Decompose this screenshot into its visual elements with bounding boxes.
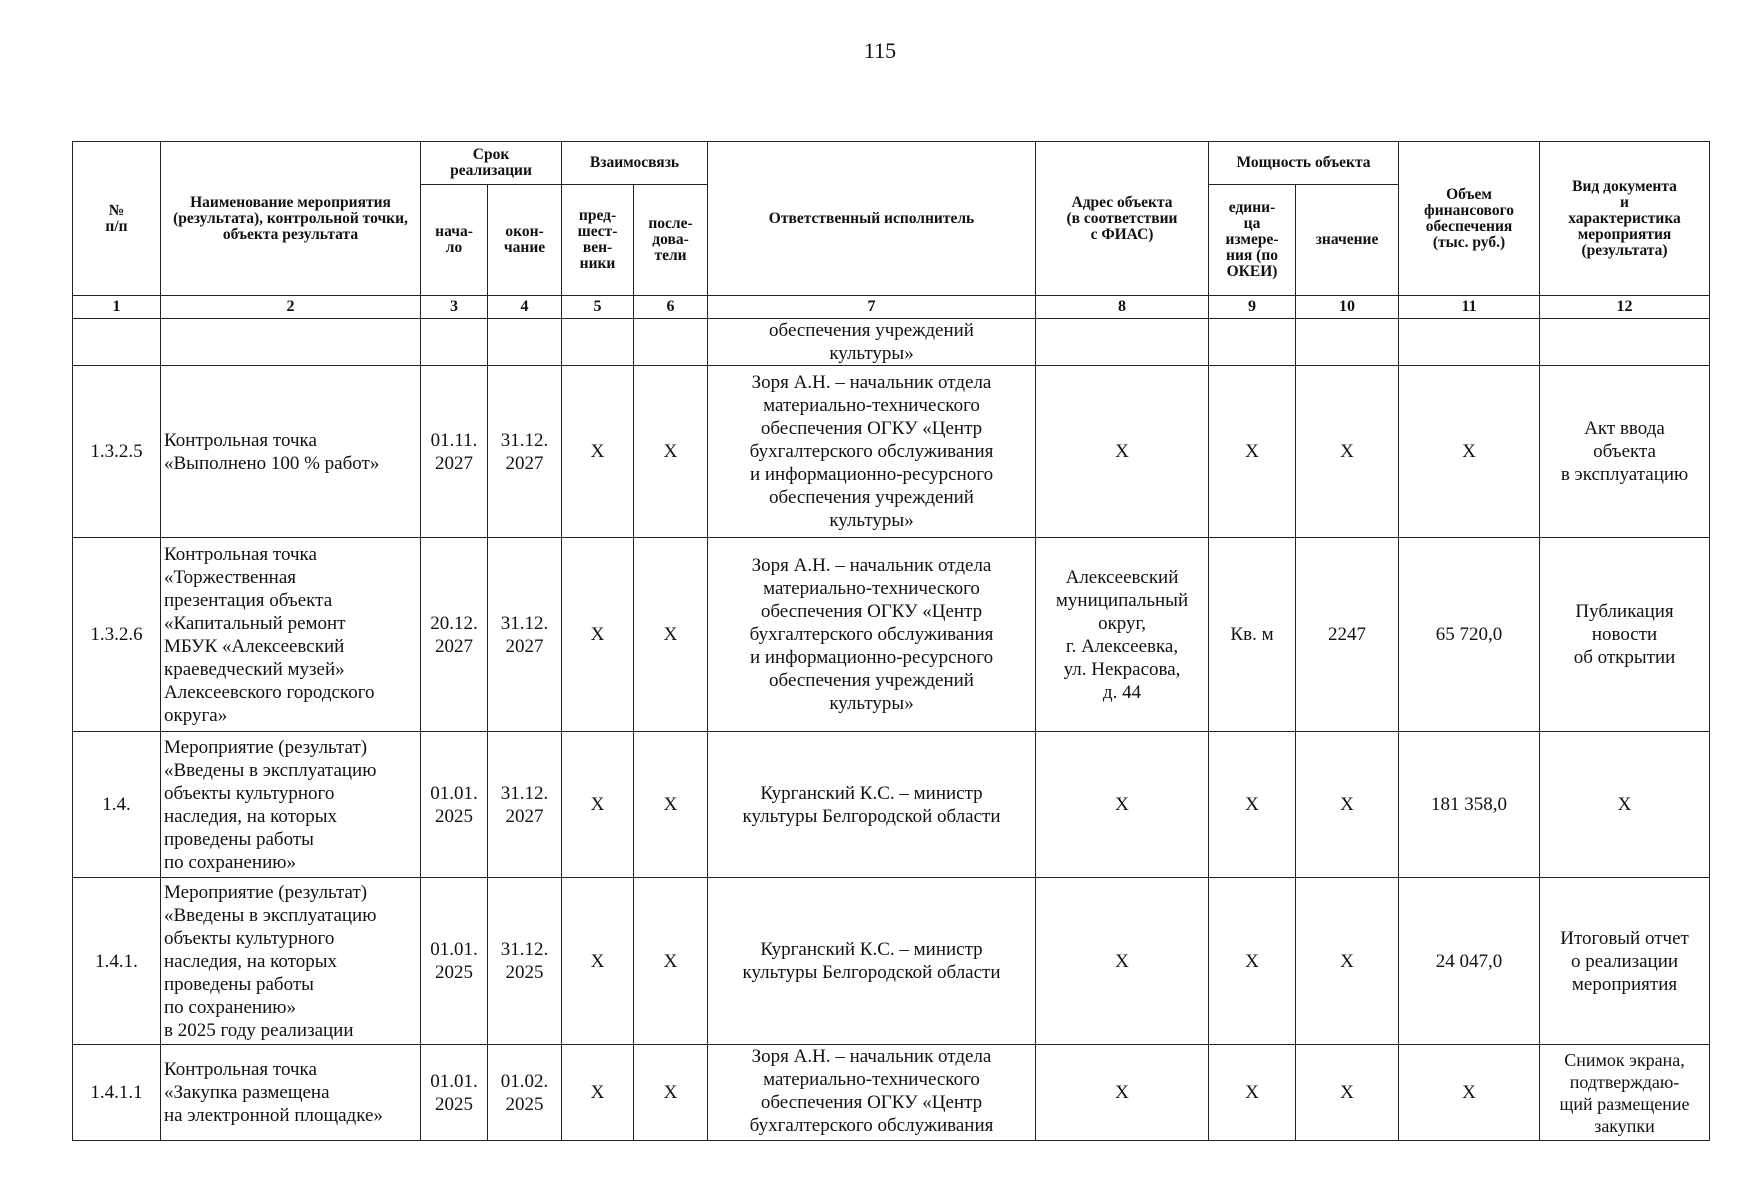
cell-successors [634,319,708,366]
table-row [73,319,1710,366]
cell-address: Х [1036,1045,1209,1141]
cell-name: Мероприятие (результат) «Введены в эксплуатацию объекты культурного наследия, на которых проведены работы по сохранению» в 2025 году реализации [161,878,421,1045]
cell-responsible: Зоря А.Н. – начальник отдела материально-технического обеспечения ОГКУ «Центр бухгалтерского обслуживания [708,1045,1036,1141]
cell-document: Акт ввода объекта в эксплуатацию [1540,366,1710,538]
cell-value: Х [1296,1045,1399,1141]
table-row [73,1045,1710,1141]
cell-financing: 24 047,0 [1399,878,1540,1045]
cell-unit: Х [1209,366,1296,538]
cell-end: 01.02. 2025 [488,1045,562,1141]
cell-document: Публикация новости об открытии [1540,538,1710,732]
cell-start: 01.01. 2025 [421,878,488,1045]
column-number: 3 [421,296,488,319]
cell-predecessors: Х [562,878,634,1045]
cell-number: 1.4.1.1 [73,1045,161,1141]
cell-number: 1.4.1. [73,878,161,1045]
column-number: 5 [562,296,634,319]
cell-end: 31.12. 2025 [488,878,562,1045]
header-name: Наименование мероприятия (результата), контрольной точки, объекта результата [161,142,421,296]
header-end: окон- чание [488,185,562,296]
column-number: 6 [634,296,708,319]
cell-responsible: Курганский К.С. – министр культуры Белгородской области [708,878,1036,1045]
column-number: 11 [1399,296,1540,319]
header-predecessors: пред- шест- вен- ники [562,185,634,296]
column-number: 4 [488,296,562,319]
cell-name: Контрольная точка «Закупка размещена на электронной площадке» [161,1045,421,1141]
cell-financing: Х [1399,366,1540,538]
cell-unit: Х [1209,1045,1296,1141]
cell-document [1540,319,1710,366]
cell-address: Х [1036,732,1209,878]
column-number: 10 [1296,296,1399,319]
table-row [73,732,1710,878]
cell-predecessors: Х [562,1045,634,1141]
cell-responsible: Зоря А.Н. – начальник отдела материально-технического обеспечения ОГКУ «Центр бухгалтерского обслуживания и информационно-ресурсного обеспечения учреждений культуры» [708,538,1036,732]
cell-name: Мероприятие (результат) «Введены в эксплуатацию объекты культурного наследия, на которых проведены работы по сохранению» [161,732,421,878]
cell-start: 01.01. 2025 [421,1045,488,1141]
header-unit: едини- ца измере- ния (по ОКЕИ) [1209,185,1296,296]
cell-predecessors: Х [562,538,634,732]
cell-responsible: обеспечения учреждений культуры» [708,319,1036,366]
cell-document: Х [1540,732,1710,878]
cell-successors: Х [634,366,708,538]
cell-predecessors [562,319,634,366]
cell-responsible: Курганский К.С. – министр культуры Белгородской области [708,732,1036,878]
cell-end: 31.12. 2027 [488,732,562,878]
cell-predecessors: Х [562,366,634,538]
cell-name: Контрольная точка «Торжественная презентация объекта «Капитальный ремонт МБУК «Алексеевский краеведческий музей» Алексеевского городского округа» [161,538,421,732]
header-start: нача- ло [421,185,488,296]
cell-successors: Х [634,1045,708,1141]
cell-address: Алексеевский муниципальный округ, г. Алексеевка, ул. Некрасова, д. 44 [1036,538,1209,732]
header-address: Адрес объекта (в соответствии с ФИАС) [1036,142,1209,296]
cell-financing [1399,319,1540,366]
cell-name [161,319,421,366]
cell-responsible: Зоря А.Н. – начальник отдела материально-технического обеспечения ОГКУ «Центр бухгалтерского обслуживания и информационно-ресурсного обеспечения учреждений культуры» [708,366,1036,538]
column-number: 2 [161,296,421,319]
cell-address: Х [1036,878,1209,1045]
table-row [73,366,1710,538]
header-value: значение [1296,185,1399,296]
cell-number: 1.3.2.5 [73,366,161,538]
header-successors: после- дова- тели [634,185,708,296]
cell-number: 1.3.2.6 [73,538,161,732]
cell-value: Х [1296,366,1399,538]
cell-end: 31.12. 2027 [488,538,562,732]
column-number: 8 [1036,296,1209,319]
header-document: Вид документа и характеристика мероприятия (результата) [1540,142,1710,296]
cell-name: Контрольная точка «Выполнено 100 % работ» [161,366,421,538]
cell-number [73,319,161,366]
cell-unit: Кв. м [1209,538,1296,732]
table-row [73,878,1710,1045]
cell-address: Х [1036,366,1209,538]
page-number: 115 [863,38,897,63]
cell-start: 20.12. 2027 [421,538,488,732]
cell-end [488,319,562,366]
cell-end: 31.12. 2027 [488,366,562,538]
cell-unit: Х [1209,732,1296,878]
header-number: № п/п [73,142,161,296]
header-period: Срок реализации [421,142,562,185]
cell-successors: Х [634,538,708,732]
cell-successors: Х [634,878,708,1045]
cell-document: Снимок экрана, подтверждаю- щий размещение закупки [1540,1045,1710,1141]
cell-unit [1209,319,1296,366]
header-link: Взаимосвязь [562,142,708,185]
cell-number: 1.4. [73,732,161,878]
column-number: 7 [708,296,1036,319]
cell-financing: 65 720,0 [1399,538,1540,732]
header-power: Мощность объекта [1209,142,1399,185]
column-number: 1 [73,296,161,319]
cell-start [421,319,488,366]
column-number: 9 [1209,296,1296,319]
cell-successors: Х [634,732,708,878]
cell-document: Итоговый отчет о реализации мероприятия [1540,878,1710,1045]
plan-table [72,141,1710,1141]
table-row [73,538,1710,732]
header-financing: Объем финансового обеспечения (тыс. руб.) [1399,142,1540,296]
header-responsible: Ответственный исполнитель [708,142,1036,296]
cell-value: Х [1296,732,1399,878]
cell-value [1296,319,1399,366]
cell-start: 01.01. 2025 [421,732,488,878]
cell-address [1036,319,1209,366]
cell-financing: Х [1399,1045,1540,1141]
cell-value: Х [1296,878,1399,1045]
cell-value: 2247 [1296,538,1399,732]
cell-unit: Х [1209,878,1296,1045]
cell-start: 01.11. 2027 [421,366,488,538]
cell-predecessors: Х [562,732,634,878]
cell-financing: 181 358,0 [1399,732,1540,878]
column-number: 12 [1540,296,1710,319]
